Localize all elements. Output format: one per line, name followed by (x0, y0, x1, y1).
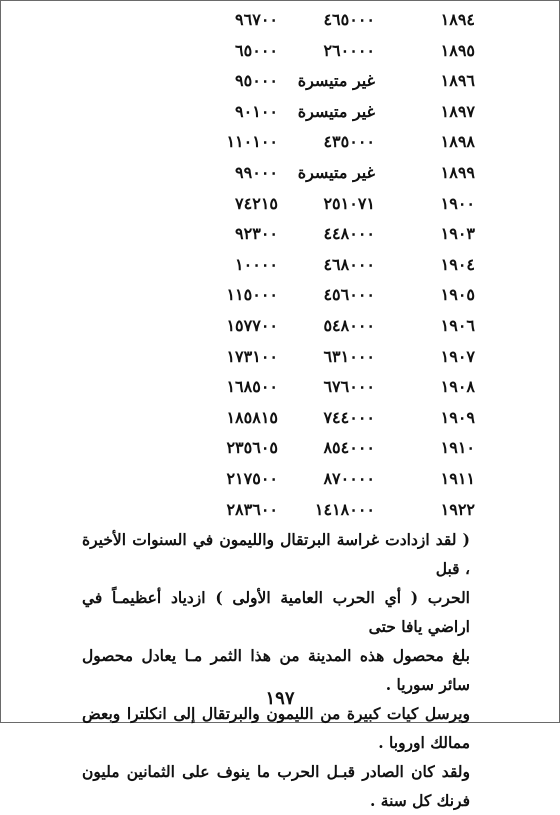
value-cell: ١٨٥٨١٥ (226, 407, 278, 427)
value-cell: ١٥٧٧٠٠ (226, 316, 278, 335)
table-row (0, 219, 560, 249)
value-cell: ٧٤٢١٥ (235, 193, 278, 213)
paragraph-line: ويرسل كيات كبيرة من الليمون والبرتقال إلى انكلترا وبعض ممالك اوروبا . (82, 704, 470, 752)
year-cell: ١٨٩٩ (440, 163, 475, 182)
table-row (0, 311, 560, 341)
year-cell: ١٩٠٠ (440, 193, 475, 213)
table-row (0, 36, 560, 66)
year-cell: ١٨٩٧ (440, 101, 475, 121)
value-cell: ٩٩٠٠٠ (235, 163, 278, 182)
value-cell: ٤٤٨٠٠٠ (323, 224, 375, 244)
value-cell: ١١٠١٠٠ (226, 132, 278, 152)
value-cell: ٦٥٠٠٠ (235, 40, 278, 60)
value-cell: ٨٧٠٠٠٠ (323, 469, 375, 488)
value-cell: ١٤١٨٠٠٠ (314, 499, 375, 519)
paragraph-line: الحرب ( أي الحرب العامية الأولى ) ازدياد أعظيمـاً في اراضي يافا حتى (82, 588, 470, 636)
year-cell: ١٩١١ (440, 469, 475, 488)
paragraph-line: ( لقد ازدادت غراسة البرتقال والليمون في السنوات الأخيرة ، قبل (82, 530, 470, 578)
value-cell: ٦٧٦٠٠٠ (323, 377, 375, 397)
value-cell: ٤٣٥٠٠٠ (323, 132, 375, 152)
body-paragraph (82, 525, 470, 815)
table-row (0, 372, 560, 402)
value-cell: ١٦٨٥٠٠ (226, 377, 278, 397)
value-cell: ٢١٧٥٠٠ (226, 469, 278, 488)
table-row (0, 495, 560, 525)
year-cell: ١٨٩٤ (440, 10, 475, 29)
year-cell: ١٩٠٩ (440, 407, 475, 427)
table-row (0, 464, 560, 494)
value-cell: غير متيسرة (297, 163, 375, 182)
value-cell: ١١٥٠٠٠ (226, 285, 278, 305)
value-cell: ٤٦٥٠٠٠ (323, 10, 375, 29)
year-cell: ١٩٠٦ (440, 316, 475, 335)
year-cell: ١٩٠٣ (440, 224, 475, 244)
value-cell: ٤٥٦٠٠٠ (323, 285, 375, 305)
value-cell: ٧٤٤٠٠٠ (323, 407, 375, 427)
value-cell: ٩٥٠٠٠ (235, 71, 278, 91)
value-cell: ٥٤٨٠٠٠ (323, 316, 375, 335)
table-row (0, 66, 560, 96)
year-cell: ١٨٩٨ (440, 132, 475, 152)
table-row (0, 250, 560, 280)
value-cell: ٦٣١٠٠٠ (323, 346, 375, 366)
table-row (0, 5, 560, 35)
table-row (0, 97, 560, 127)
page-number: ١٩٧ (265, 688, 295, 709)
value-cell: ٩٠١٠٠ (235, 101, 278, 121)
value-cell: ٢٨٣٦٠٠ (226, 499, 278, 519)
year-cell: ١٩٠٨ (440, 377, 475, 397)
value-cell: غير متيسرة (297, 101, 375, 121)
value-cell: غير متيسرة (297, 71, 375, 91)
year-cell: ١٨٩٥ (440, 40, 475, 60)
value-cell: ٨٥٤٠٠٠ (323, 438, 375, 458)
table-row (0, 127, 560, 157)
year-cell: ١٩١٠ (440, 438, 475, 458)
table-row (0, 280, 560, 310)
table-row (0, 158, 560, 188)
year-cell: ١٩٠٧ (440, 346, 475, 366)
value-cell: ٤٦٨٠٠٠ (323, 254, 375, 274)
year-cell: ١٩٠٤ (440, 254, 475, 274)
year-cell: ١٨٩٦ (440, 71, 475, 91)
value-cell: ٩٢٣٠٠ (235, 224, 278, 244)
year-cell: ١٩٠٥ (440, 285, 475, 305)
table-row (0, 403, 560, 433)
value-cell: ١٠٠٠٠ (235, 254, 278, 274)
year-cell: ١٩٢٢ (440, 499, 475, 519)
table-row (0, 342, 560, 372)
value-cell: ١٧٣١٠٠ (226, 346, 278, 366)
table-row (0, 433, 560, 463)
value-cell: ٢٣٥٦٠٥ (226, 438, 278, 458)
value-cell: ٢٦٠٠٠٠ (323, 40, 375, 60)
value-cell: ٩٦٧٠٠ (235, 10, 278, 29)
value-cell: ٢٥١٠٧١ (323, 193, 375, 213)
table-row (0, 189, 560, 219)
paragraph-line: بلغ محصول هذه المدينة من هذا الثمر مـا يعادل محصول سائر سوريا . (82, 646, 470, 694)
paragraph-line: ولقد كان الصادر قبـل الحرب ما ينوف على الثمانين مليون فرنك كل سنة . (82, 762, 470, 810)
